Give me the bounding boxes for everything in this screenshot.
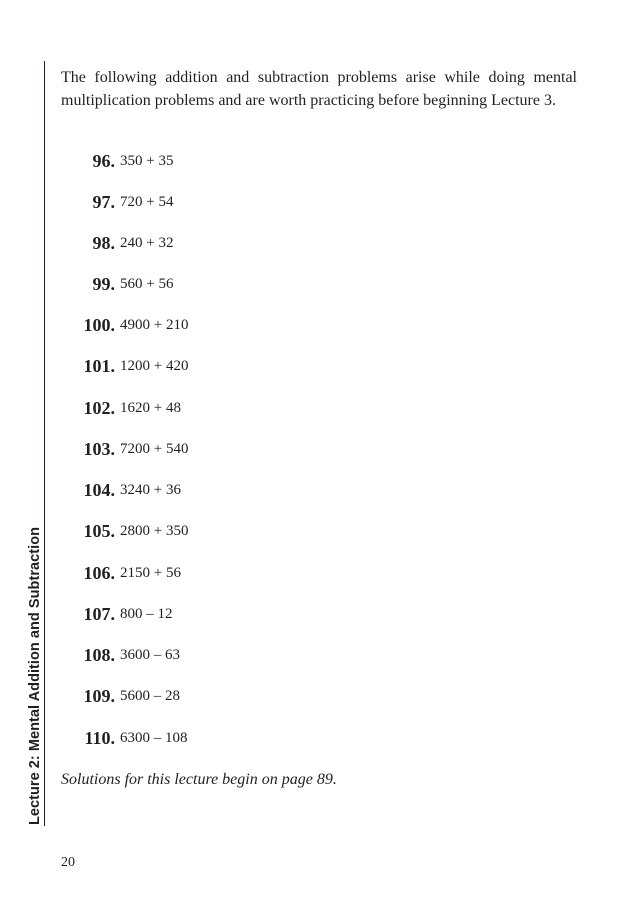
- problem-number: 96.: [92, 151, 115, 171]
- problem-number: 102.: [83, 398, 115, 418]
- problem-expression: 2800 + 350: [120, 523, 189, 539]
- problem-expression: 800 – 12: [120, 606, 173, 622]
- problem-expression: 240 + 32: [120, 235, 174, 251]
- running-title: Lecture 2: Mental Addition and Subtraction: [27, 526, 43, 825]
- problem-number: 105.: [83, 521, 115, 541]
- problem-expression: 7200 + 540: [120, 441, 189, 457]
- problem-number: 97.: [92, 192, 115, 212]
- page-number: 20: [61, 855, 75, 870]
- problem-expression: 1620 + 48: [120, 400, 181, 416]
- problem-expression: 5600 – 28: [120, 688, 180, 704]
- problem-expression: 3600 – 63: [120, 647, 180, 663]
- problem-number: 98.: [92, 233, 115, 253]
- problem-number: 104.: [83, 480, 115, 500]
- problem-expression: 1200 + 420: [120, 358, 189, 374]
- margin-rule: [44, 61, 45, 826]
- problem-number: 101.: [83, 356, 115, 376]
- problem-expression: 350 + 35: [120, 153, 174, 169]
- problem-number: 106.: [83, 563, 115, 583]
- problem-expression: 6300 – 108: [120, 730, 188, 746]
- solutions-note: Solutions for this lecture begin on page 89.: [61, 771, 337, 788]
- problem-number: 110.: [84, 728, 115, 748]
- problem-number: 100.: [83, 315, 115, 335]
- problem-expression: 560 + 56: [120, 276, 174, 292]
- problem-expression: 4900 + 210: [120, 317, 189, 333]
- problem-number: 108.: [83, 645, 115, 665]
- problem-number: 99.: [92, 274, 115, 294]
- problem-number: 107.: [83, 604, 115, 624]
- problem-expression: 3240 + 36: [120, 482, 181, 498]
- intro-paragraph: The following addition and subtraction problems arise while doing mental multiplication problems and are worth practicing before beginning Lecture 3.: [61, 69, 577, 109]
- problem-number: 103.: [83, 439, 115, 459]
- problem-number: 109.: [83, 686, 115, 706]
- problem-expression: 2150 + 56: [120, 565, 181, 581]
- problem-expression: 720 + 54: [120, 194, 174, 210]
